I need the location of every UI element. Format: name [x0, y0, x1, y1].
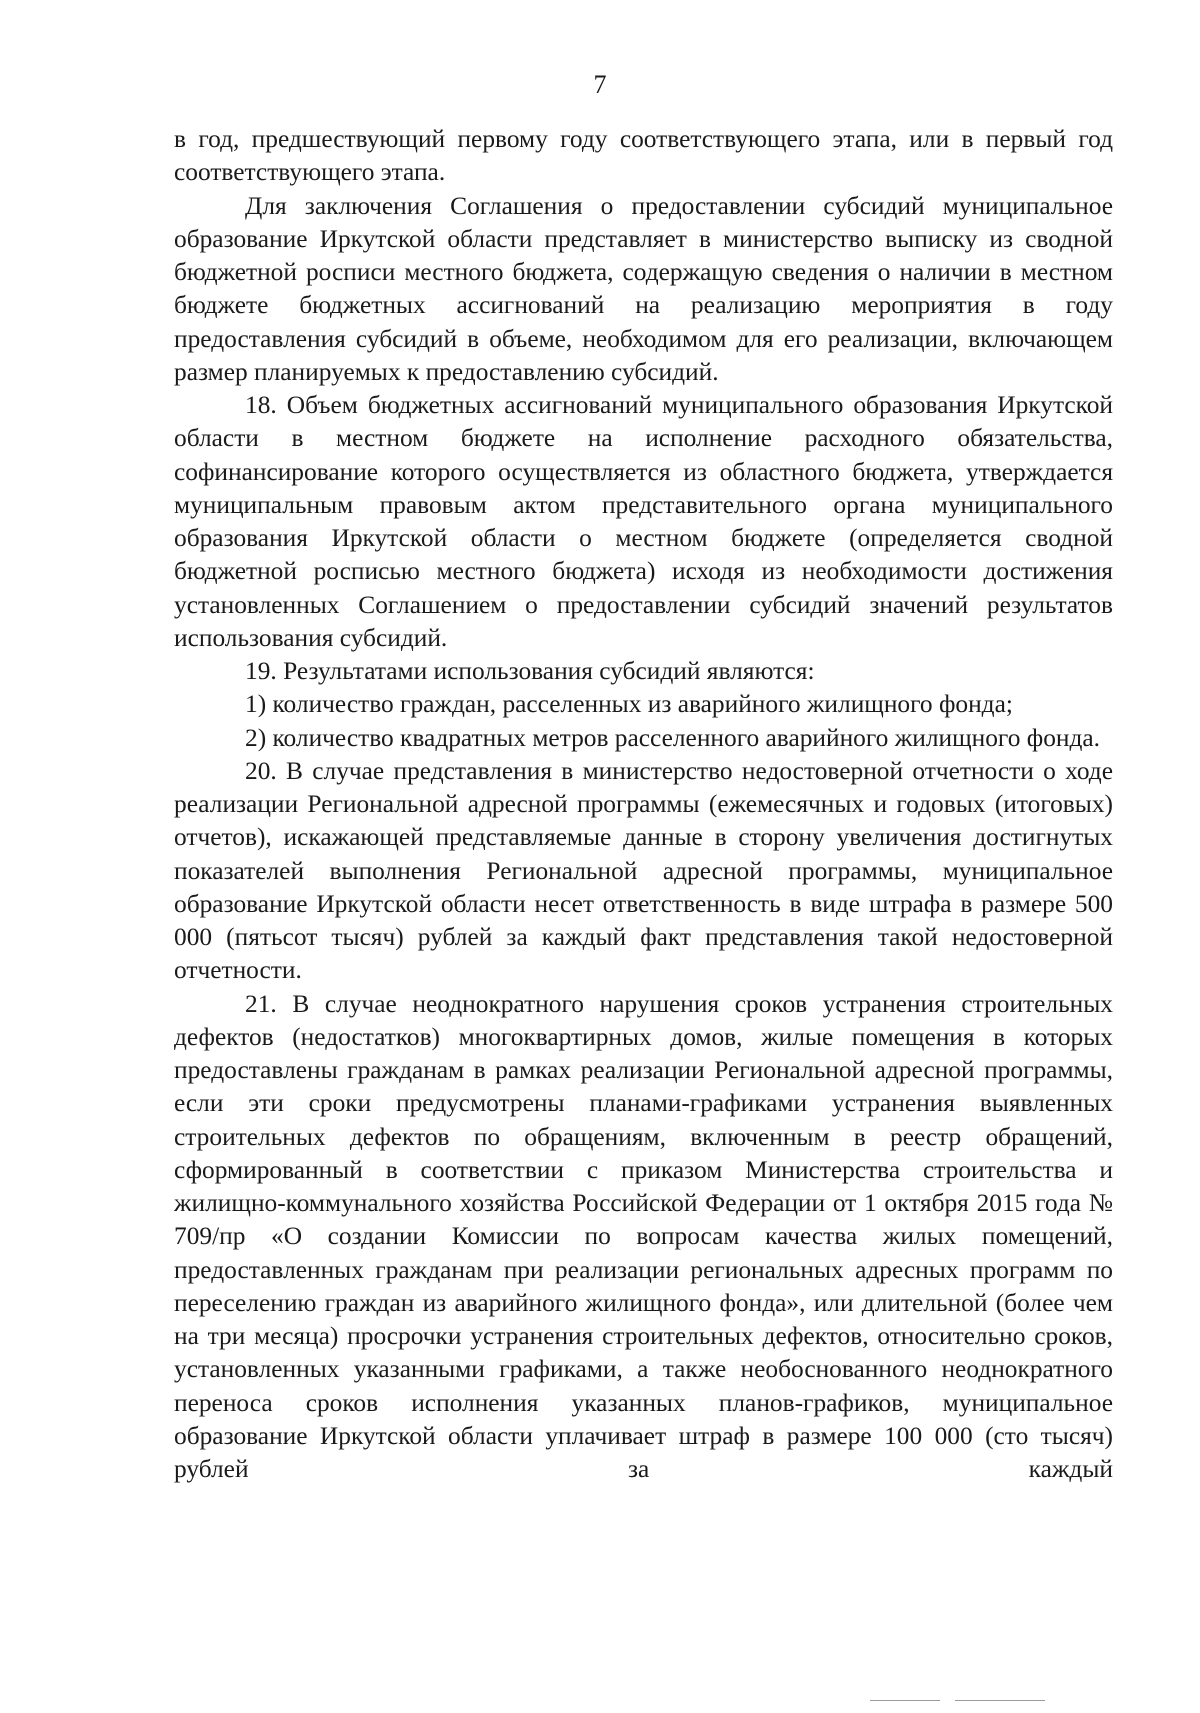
scan-artifact-line: [955, 1700, 1045, 1701]
list-item-2: 2) количество квадратных метров расселенного аварийного жилищного фонда.: [245, 723, 1101, 752]
paragraph-18: 18. Объем бюджетных ассигнований муниципального образования Иркутской области в местном бюджете на исполнение расходного обязательства, софинансирование которого осуществляется из областного бюджета, утверждается муниципальным правовым актом представительного органа муниципального образования Иркутской области о местном бюджете (определяется сводной бюджетной росписью местного бюджета) исходя из необходимости достижения установленных Соглашением о предоставлении субсидий значений результатов использования субсидий.: [174, 391, 1113, 652]
document-body: [174, 123, 1113, 1486]
paragraph-21: 21. В случае неоднократного нарушения сроков устранения строительных дефектов (недостатков) многоквартирных домов, жилые помещения в которых предоставлены гражданам в рамках реализации Региональной адресной программы, если эти сроки предусмотрены планами-графиками устранения выявленных строительных дефектов по обращениям, включенным в реестр обращений, сформированный в соответствии с приказом Министерства строительства и жилищно-коммунального хозяйства Российской Федерации от 1 октября 2015 года № 709/пр «О создании Комиссии по вопросам качества жилых помещений, предоставленных гражданам при реализации региональных адресных программ по переселению граждан из аварийного жилищного фонда», или длительной (более чем на три месяца) просрочки устранения строительных дефектов, относительно сроков, установленных указанными графиками, а также необоснованного неоднократного переноса сроков исполнения указанных планов-графиков, муниципальное образование Иркутской области уплачивает штраф в размере 100 000 (сто тысяч) рублей за каждый: [174, 989, 1113, 1483]
list-item-1: 1) количество граждан, расселенных из аварийного жилищного фонда;: [245, 690, 1013, 719]
scan-artifact-line: [870, 1700, 940, 1701]
paragraph-19: 19. Результатами использования субсидий являются:: [245, 657, 815, 685]
page-number: 7: [593, 70, 607, 99]
paragraph-agreement-conclusion: Для заключения Соглашения о предоставлении субсидий муниципальное образование Иркутской области представляет в министерство выписку из сводной бюджетной росписи местного бюджета, содержащую сведения о наличии в местном бюджете бюджетных ассигнований на реализацию мероприятия в году предоставления субсидий в объеме, необходимом для его реализации, включающем размер планируемых к предоставлению субсидий.: [174, 191, 1113, 386]
paragraph-20: 20. В случае представления в министерство недостоверной отчетности о ходе реализации Региональной адресной программы (ежемесячных и годовых (итоговых) отчетов), искажающей представляемые данные в сторону увеличения достигнутых показателей выполнения Региональной адресной программы, муниципальное образование Иркутской области несет ответственность в виде штрафа в размере 500 000 (пятьсот тысяч) рублей за каждый факт представления такой недостоверной отчетности.: [174, 756, 1113, 985]
paragraph-continuation: в год, предшествующий первому году соответствующего этапа, или в первый год соответствующего этапа.: [174, 125, 1113, 187]
